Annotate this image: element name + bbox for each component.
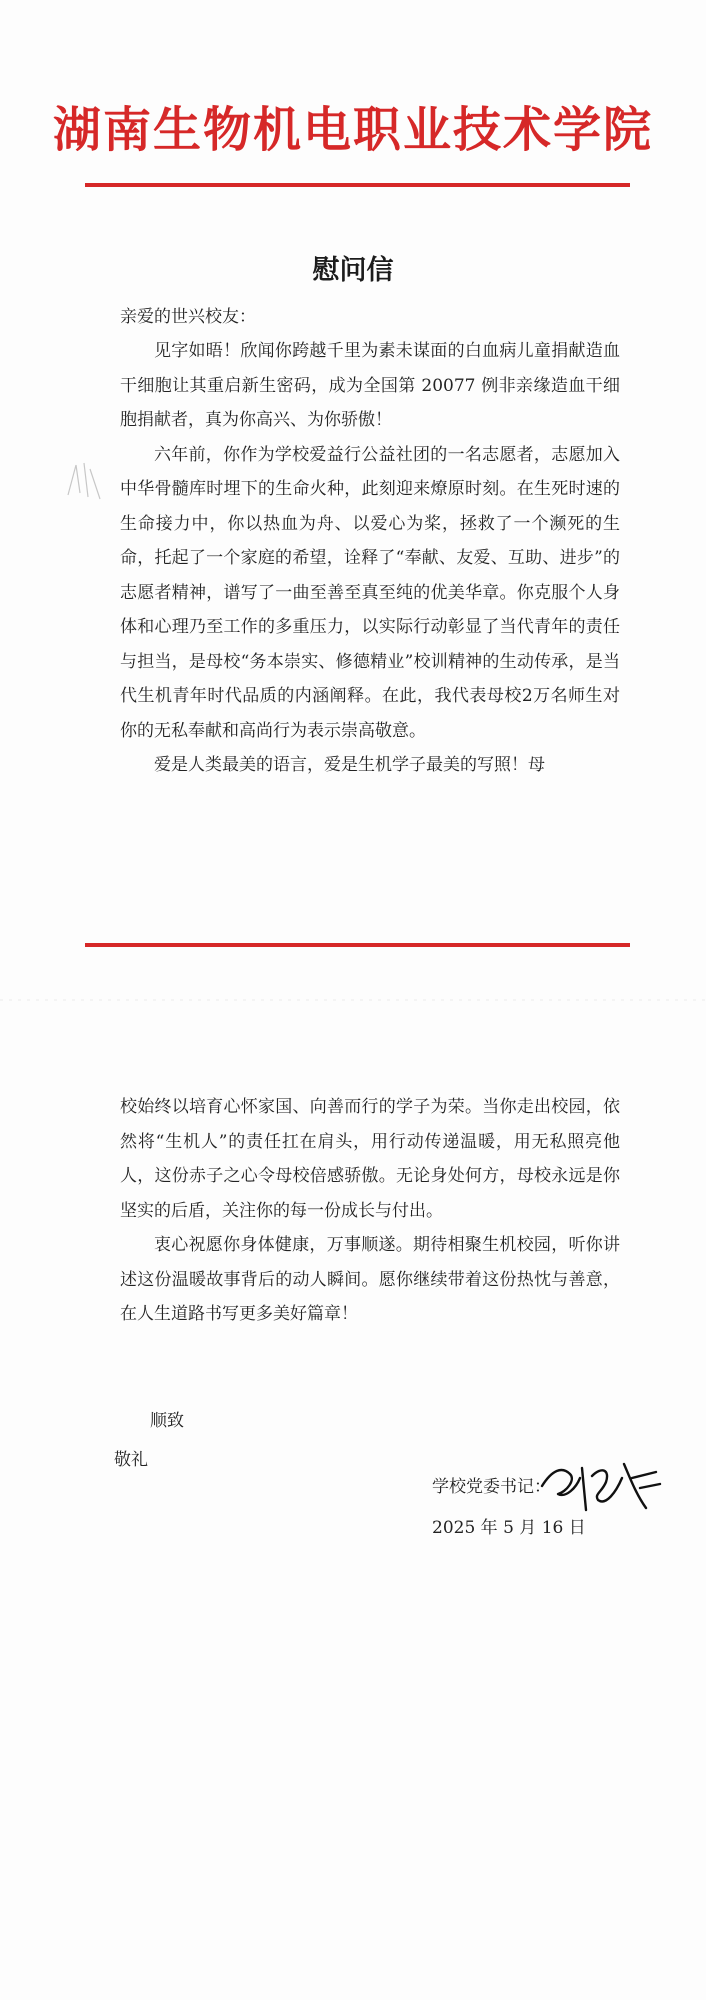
- closing-salutation-1: 顺致: [150, 1411, 184, 1431]
- paragraph: 校始终以培育心怀家国、向善而行的学子为荣。当你走出校园，依然将“生机人”的责任扛在肩头，用行动传递温暖，用无私照亮他人，这份赤子之心令母校倍感骄傲。无论身处何方，母校永远是你坚实的后盾，关注你的每一份成长与付出。: [120, 1097, 620, 1221]
- letter-greeting: 亲爱的世兴校友：: [120, 307, 256, 327]
- handwritten-signature-icon: [536, 1448, 666, 1528]
- closing-salutation-2: 敬礼: [114, 1450, 148, 1470]
- letter-title: 慰问信: [312, 255, 394, 286]
- margin-pen-mark: [60, 455, 115, 510]
- letter-body-page-2: [120, 1090, 620, 1332]
- letter-date: 2025 年 5 月 16 日: [432, 1518, 586, 1538]
- letterhead-red-rule: [85, 183, 630, 187]
- page-divider-red-rule: [85, 943, 630, 947]
- paragraph: 六年前，你作为学校爱益行公益社团的一名志愿者，志愿加入中华骨髓库时埋下的生命火种，此刻迎来燎原时刻。在生死时速的生命接力中，你以热血为舟、以爱心为桨，拯救了一个濒死的生命，托起了一个家庭的希望，诠释了“奉献、友爱、互助、进步”的志愿者精神，谱写了一曲至善至真至纯的优美华章。你克服个人身体和心理乃至工作的多重压力，以实际行动彰显了当代青年的责任与担当，是母校“务本崇实、修德精业”校训精神的生动传承，是当代生机青年时代品质的内涵阐释。在此，我代表母校2万名师生对你的无私奉献和高尚行为表示崇高敬意。: [120, 444, 620, 741]
- letterhead-institution-name: 湖南生物机电职业技术学院: [52, 102, 653, 158]
- paragraph: 爱是人类最美的语言，爱是生机学子最美的写照！母: [154, 755, 545, 775]
- scan-noise: [0, 985, 706, 1015]
- signatory-title: 学校党委书记：: [432, 1477, 551, 1497]
- paragraph: 见字如晤！欣闻你跨越千里为素未谋面的白血病儿童捐献造血干细胞让其重启新生密码，成为全国第 20077 例非亲缘造血干细胞捐献者，真为你高兴、为你骄傲！: [120, 341, 620, 430]
- paragraph: 衷心祝愿你身体健康，万事顺遂。期待相聚生机校园，听你讲述这份温暖故事背后的动人瞬间。愿你继续带着这份热忱与善意，在人生道路书写更多美好篇章！: [120, 1235, 620, 1324]
- letter-body-page-1: [120, 334, 620, 783]
